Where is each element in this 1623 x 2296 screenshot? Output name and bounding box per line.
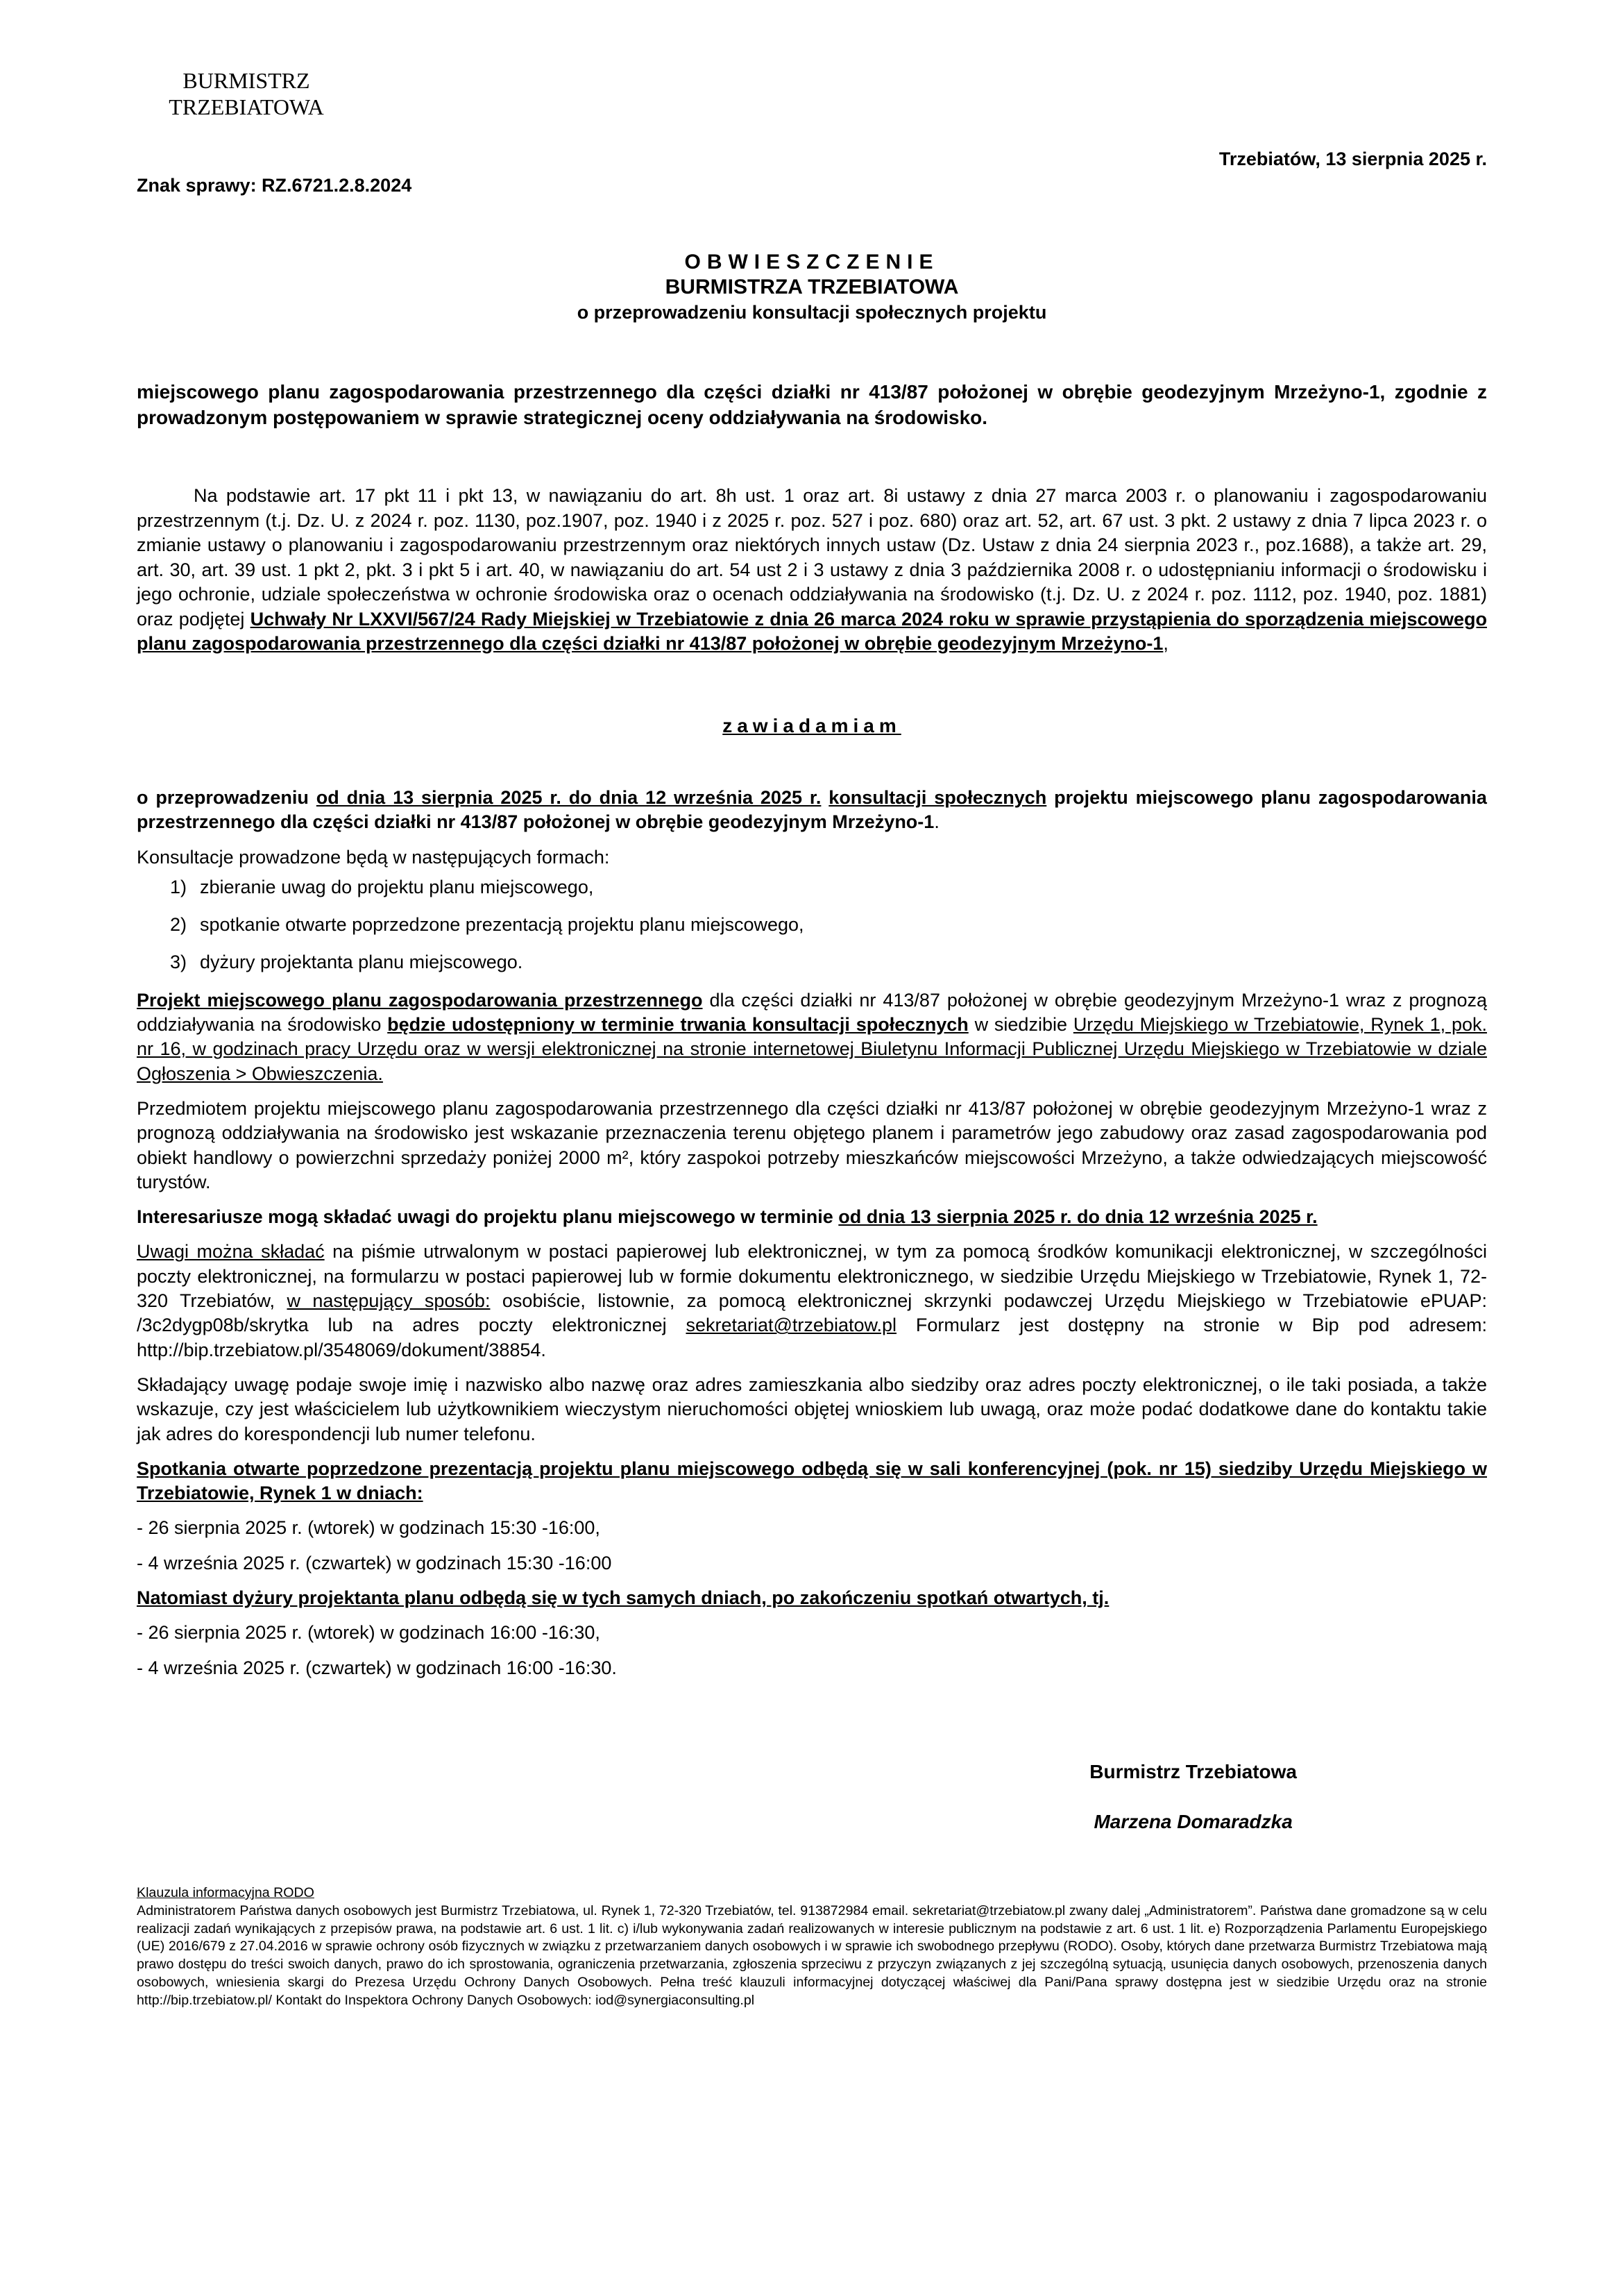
meetings-heading: Spotkania otwarte poprzedzone prezentacją projektu planu miejscowego odbędą się w sali konferencyjnej (pok. nr 15) siedziby Urzędu Miejskiego w Trzebiatowie, Rynek 1 w dniach: [137, 1458, 1487, 1504]
consultation-period-paragraph [137, 786, 1487, 835]
consultation-dates: od dnia 13 sierpnia 2025 r. do dnia 12 września 2025 r. [316, 787, 822, 808]
issuer-block [160, 67, 333, 120]
purpose-paragraph: Przedmiotem projektu miejscowego planu zagospodarowania przestrzennego dla części działki nr 413/87 położonej w obrębie geodezyjnym Mrzeżyno-1 wraz z prognozą oddziaływania na środowisko jest wskazanie przeznaczenia terenu objętego planem i parametrów jego zabudowy oraz zasad zagospodarowania pod obiekt handlowy o powierzchni sprzedaży poniżej 2000 m², który zaspokoi potrzeby mieszkańców miejscowości Mrzeżyno, a także odwiedzających miejscowość turystów. [137, 1097, 1487, 1192]
email-link[interactable]: sekretariat@trzebiatow.pl [686, 1315, 897, 1336]
form-link-text: Formularz jest dostępny na stronie w Bip pod adresem: http://bip.trzebiatow.pl/3548069/dokument/38854. [137, 1315, 1487, 1360]
resolution-reference: Uchwały Nr LXXVI/567/24 Rady Miejskiej w Trzebiatowie z dnia 26 marca 2024 roku w sprawie przystąpienia do sporządzenia miejscowego planu zagospodarowania przestrzennego dla części działki nr 413/87 położonej w obrębie geodezyjnym Mrzeżyno-1 [137, 608, 1487, 654]
subject-paragraph: miejscowego planu zagospodarowania przestrzennego dla części działki nr 413/87 położonej w obrębie geodezyjnym Mrzeżyno-1, zgodnie z prowadzonym postępowaniem w sprawie strategicznej oceny oddziaływania na środowisko. [137, 381, 1487, 428]
availability-term: będzie udostępniony w terminie trwania konsultacji społecznych [387, 1014, 969, 1036]
list-item [137, 913, 1487, 937]
meeting-slot: - 4 września 2025 r. (czwartek) w godzinach 15:30 -16:00 [137, 1552, 612, 1573]
consultation-end: . [934, 811, 940, 833]
signature-role: Burmistrz Trzebiatowa [1089, 1761, 1297, 1782]
forms-list [137, 875, 1487, 975]
signature-block [1089, 1759, 1297, 1834]
signature-name: Marzena Domaradzka [1094, 1811, 1293, 1832]
consultation-body [137, 786, 1487, 1691]
duty-slot: - 26 sierpnia 2025 r. (wtorek) w godzinach 16:00 -16:30, [137, 1622, 600, 1644]
list-item-number: 3) [170, 952, 187, 973]
legal-basis-text: Na podstawie art. 17 pkt 11 i pkt 13, w nawiązaniu do art. 8h ust. 1 oraz art. 8i ustawy z dnia 27 marca 2003 r. o planowaniu i zagospodarowaniu przestrzennym (t.j. Dz. U. z 2024 r. poz. 1130, poz.1907, poz. 1940 i z 2025 r. poz. 527 i poz. 680) oraz art. 52, art. 67 ust. 3 pkt. 2 ustawy z dnia 7 lipca 2023 r. o zmianie ustawy o planowaniu i zagospodarowaniu przestrzennym oraz niektórych innych ustaw (Dz. Ustaw z dnia 24 sierpnia 2023 r., poz.1688), a także art. 29, art. 30, art. 39 ust. 1 pkt 2, pkt. 3 i pkt 5 i art. 40, w nawiązaniu do art. 54 ust 2 i 3 ustawy z dnia 3 października 2008 r. o udostępnianiu informacji o środowisku i jego ochronie, udziale społeczeństwa w ochronie środowiska oraz o ocenach oddziaływania na środowisko (t.j. Dz. U. z 2024 r. poz. 1112, poz. 1940, poz. 1881) oraz podjętej [137, 485, 1487, 630]
list-item-text: dyżury projektanta planu miejscowego. [200, 952, 523, 973]
rodo-clause [137, 1884, 1487, 2010]
case-number: Znak sprawy: RZ.6721.2.8.2024 [137, 175, 412, 196]
availability-scope: dla części działki nr 413/87 położonej w obrębie geodezyjnym Mrzeżyno-1 wraz z prognozą oddziaływania na środowisko [137, 989, 1488, 1036]
title-line-3: o przeprowadzeniu konsultacji społecznych projektu [577, 302, 1047, 323]
availability-paragraph [137, 988, 1487, 1086]
submitter-info-paragraph: Składający uwagę podaje swoje imię i nazwisko albo nazwę oraz adres zamieszkania albo siedziby oraz adres poczty elektronicznej, o ile taki posiada, a także wskazuje, czy jest właścicielem lub użytkownikiem wieczystym nieruchomości objętej wnioskiem lub uwagą, oraz może podać dodatkowe dane do kontaktu takie jak adres do korespondencji lub numer telefonu. [137, 1374, 1487, 1444]
announcement-word: zawiadamiam [722, 715, 901, 736]
consultation-intro: o przeprowadzeniu [137, 787, 309, 808]
issuer-line-1: BURMISTRZ [182, 68, 310, 93]
comments-how-text: na piśmie utrwalonym w postaci papierowej lub elektronicznej, w tym za pomocą środków komunikacji elektronicznej, w szczególności poczty elektronicznej, na formularzu w postaci papierowej lub w formie dokumentu elektronicznego, w siedzibie Urzędu Miejskiego w Trzebiatowie, Rynek 1, 72-320 Trzebiatów, [137, 1241, 1487, 1312]
availability-project: Projekt miejscowego planu zagospodarowania przestrzennego [137, 989, 703, 1011]
consultation-kind: konsultacji społecznych [829, 787, 1047, 808]
comments-how-lead: Uwagi można składać [137, 1241, 325, 1263]
comments-deadline-paragraph [137, 1205, 1487, 1229]
comments-how-paragraph [137, 1240, 1487, 1362]
list-item-text: spotkanie otwarte poprzedzone prezentacją projektu planu miejscowego, [200, 914, 804, 936]
comments-deadline-text: Interesariusze mogą składać uwagi do projektu planu miejscowego w terminie [137, 1206, 833, 1228]
issuer-line-2: TRZEBIATOWA [169, 94, 324, 119]
list-item-number: 2) [170, 914, 187, 936]
availability-where: w siedzibie [974, 1014, 1067, 1036]
title-line-1: OBWIESZCZENIE [684, 251, 940, 273]
list-item-number: 1) [170, 876, 187, 897]
list-item-text: zbieranie uwag do projektu planu miejscowego, [200, 876, 594, 897]
availability-location: Urzędu Miejskiego w Trzebiatowie, Rynek 1, pok. nr 16, w godzinach pracy Urzędu oraz w wersji elektronicznej na stronie internetowej Biuletynu Informacji Publicznej Urzędu Miejskiego w Trzebiatowie w dziale Ogłoszenia > Obwieszczenia. [137, 1014, 1487, 1084]
legal-basis-paragraph [137, 484, 1487, 657]
place-and-date: Trzebiatów, 13 sierpnia 2025 r. [1218, 149, 1487, 169]
duty-slot: - 4 września 2025 r. (czwartek) w godzinach 16:00 -16:30. [137, 1657, 617, 1678]
comments-deadline-dates: od dnia 13 sierpnia 2025 r. do dnia 12 września 2025 r. [838, 1206, 1318, 1228]
meeting-slot: - 26 sierpnia 2025 r. (wtorek) w godzinach 15:30 -16:00, [137, 1517, 600, 1539]
title-line-2: BURMISTRZA TRZEBIATOWA [665, 276, 959, 298]
rodo-title: Klauzula informacyjna RODO [137, 1885, 314, 1900]
document-title [137, 250, 1487, 325]
comments-how-channels: osobiście, listownie, za pomocą elektronicznej skrzynki podawczej Urzędu Miejskiego w Trzebiatowie ePUAP: /3c2dygp08b/skrytka lub na adres poczty elektronicznej [137, 1290, 1487, 1336]
legal-basis-end: , [1163, 633, 1169, 654]
rodo-text: Administratorem Państwa danych osobowych jest Burmistrz Trzebiatowa, ul. Rynek 1, 72-320 Trzebiatów, tel. 913872984 email. sekretariat@trzebiatow.pl zwany dalej „Administratorem”. Państwa dane gromadzone są w celu realizacji zadań wynikających z przepisów prawa, na podstawie art. 6 ust. 1 lit. c) i/lub wykonywania zadań realizowanych w interesie publicznym na podstawie z art. 6 ust. 1 lit. e) Rozporządzenia Parlamentu Europejskiego (UE) 2016/679 z 27.04.2016 w sprawie ochrony osób fizycznych w związku z przetwarzaniem danych osobowych i w sprawie ich swobodnego przepływu (RODO). Osoby, których dane przetwarza Burmistrz Trzebiatowa mają prawo dostępu do treści swoich danych, prawo do ich sprostowania, ograniczenia przetwarzania, zgłoszenia sprzeciwu z przyczyn związanych z jej szczególną sytuacją, usunięcia danych osobowych, przenoszenia danych osobowych, wniesienia skargi do Prezesa Urzędu Ochrony Danych Osobowych. Pełna treść klauzuli informacyjnej dotyczącej właściwej dla Pani/Pana sprawy dostępna jest w siedzibie Urzędu oraz na stronie http://bip.trzebiatow.pl/ Kontakt do Inspektora Ochrony Danych Osobowych: iod@synergiaconsulting.pl [137, 1902, 1487, 2008]
duty-heading: Natomiast dyżury projektanta planu odbędą się w tych samych dniach, po zakończeniu spotkań otwartych, tj. [137, 1587, 1110, 1609]
comments-how-method: w następujący sposób: [287, 1290, 491, 1312]
list-item [137, 875, 1487, 900]
forms-intro: Konsultacje prowadzone będą w następujących formach: [137, 846, 610, 868]
list-item [137, 950, 1487, 974]
consultation-subject: projektu miejscowego planu zagospodarowania przestrzennego dla części działki nr 413/87 położonej w obrębie geodezyjnym Mrzeżyno-1 [137, 787, 1487, 833]
